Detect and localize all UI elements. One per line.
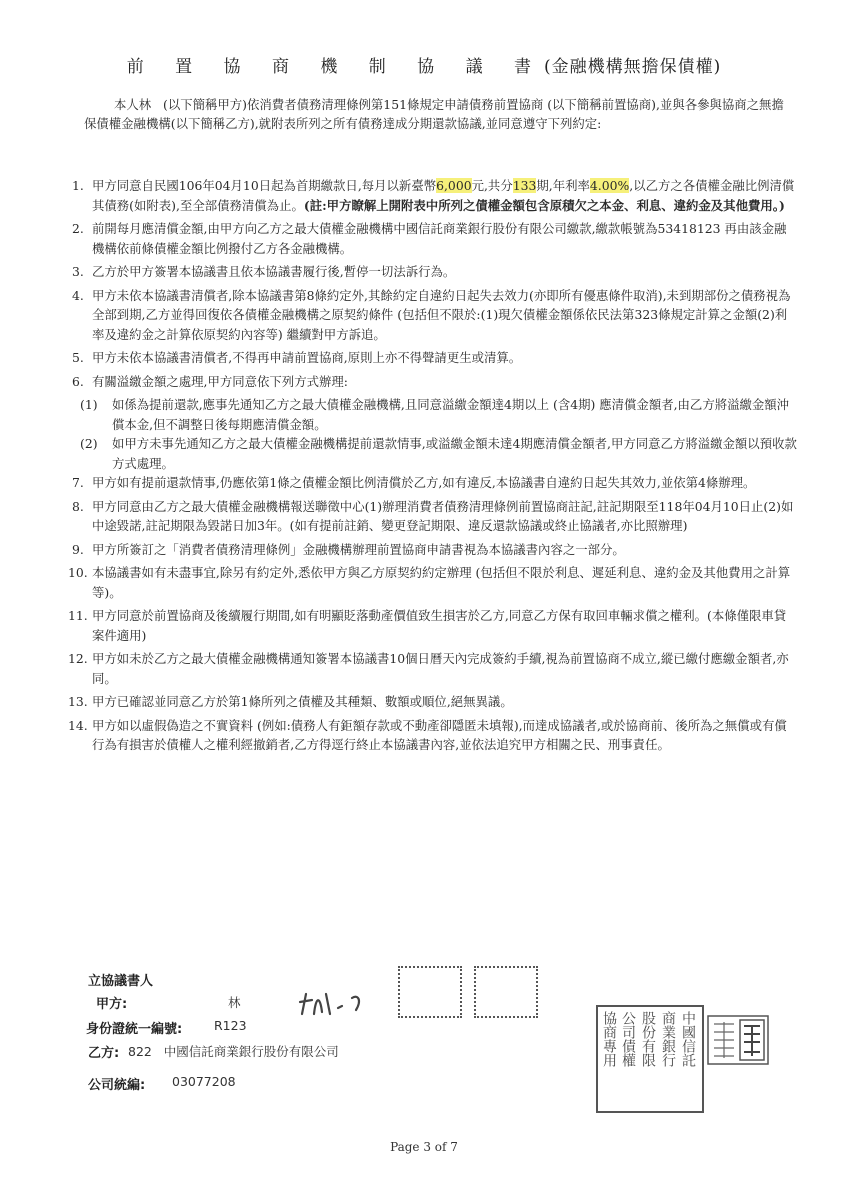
party-a-label: 甲方:	[96, 997, 128, 1012]
clause-text: 乙方於甲方簽署本協議書且依本協議書履行後,暫停一切法訴行為。	[92, 264, 456, 279]
clause-text: ,以乙方之各債權金融比例清償其債務(如附表),至全部債務清償為止。	[92, 178, 795, 213]
party-b-label: 乙方:	[88, 1046, 120, 1061]
highlighted-value: 133	[512, 178, 537, 193]
intro-party-name: 本人林	[114, 97, 152, 112]
clause-text: 甲方如有提前還款情事,仍應依第1條之債權金額比例清償於乙方,如有違反,本協議書自違約日起失其效力,並依第4條辦理。	[92, 475, 756, 490]
highlighted-value: 6,000	[436, 178, 472, 193]
company-id-value: 03077208	[172, 1074, 236, 1089]
clause-number: 6.	[72, 373, 84, 389]
company-id-label: 公司統編:	[88, 1078, 146, 1093]
seal-col-5: 協商專用	[601, 1011, 617, 1067]
clause-number: 10.	[68, 565, 88, 580]
clause-text: 甲方如以虛假偽造之不實資料 (例如:債務人有鉅額存款或不動產卻隱匿未填報),而達成協議者,或於協商前、後所為之無償或有償行為有損害於債權人之權利經撤銷者,乙方得逕行終止本協議書內容,並依法追究甲方相關之民、刑事責任。	[92, 717, 787, 752]
clause-text: 元,共分	[471, 178, 513, 193]
clause-text: (註:甲方瞭解上開附表中所列之債權金額包含原積欠之本金、利息、違約金及其他費用。)	[303, 197, 785, 213]
clause-number: 13.	[68, 694, 88, 709]
clause-text: 前開每月應清償金額,由甲方向乙方之最大債權金融機構中國信託商業銀行股份有限公司繳款,繳款帳號為53418123 再由該金融機構依前條債權金額比例撥付乙方各金融機構。	[92, 221, 787, 256]
sub-clause-number: (2)	[80, 436, 98, 451]
clause-text: 甲方如未於乙方之最大債權金融機構通知簽署本協議書10個日曆天內完成簽約手續,視為前置協商不成立,縱已繳付應繳金額者,亦同。	[92, 651, 789, 686]
clause-number: 3.	[72, 264, 84, 279]
fingerprint-box-1	[398, 966, 462, 1018]
clause-number: 5.	[72, 350, 84, 365]
clause-number: 11.	[68, 608, 88, 623]
clause-text: 期,年利率	[536, 178, 590, 193]
id-number-label: 身份證統一編號:	[86, 1022, 183, 1037]
party-b-name: 822 中國信託商業銀行股份有限公司	[128, 1044, 339, 1059]
clause-text: 甲方同意由乙方之最大債權金融機構報送聯徵中心(1)辦理消費者債務清理條例前置協商註記,註記期限至118年04月10日止(2)如中途毀諾,註記期限為毀諾日加3年。(如有提前註銷、變更登記期限、違反還款協議或終止協議者,亦比照辦理)	[92, 498, 794, 533]
seal-col-1: 中國信託	[680, 1011, 696, 1067]
handwritten-signature	[296, 984, 396, 1024]
clause-text: 甲方未依本協議書清償者,不得再申請前置協商,原則上亦不得聲請更生或清算。	[92, 350, 522, 365]
highlighted-value: 4.00%	[589, 178, 630, 193]
seal-col-4: 公司債權	[620, 1011, 636, 1067]
party-a-name: 林	[228, 995, 241, 1010]
clause-text: 甲方已確認並同意乙方於第1條所列之債權及其種類、數額或順位,絕無異議。	[92, 694, 513, 709]
clause-number: 14.	[68, 717, 88, 733]
clause-text: 甲方未依本協議書清償者,除本協議書第8條約定外,其餘約定自違約日起失去效力(亦即所有優惠條件取消),未到期部份之債務視為全部到期,乙方並得回復依各債權金融機構之原契約條件 (包括但不限於:(1)現欠債權金額係依民法第323條規定計算之金額(2)利率及違約金之計算依原契約內容等) 繼續對甲方訴追。	[92, 287, 791, 342]
clause-text: 甲方所簽訂之「消費者債務清理條例」金融機構辦理前置協商申請書視為本協議書內容之一部分。	[92, 541, 625, 557]
signatory-heading: 立協議書人	[88, 974, 154, 989]
title-subtitle: (金融機構無擔保債權)	[543, 57, 722, 77]
sub-clause-text: 如甲方未事先通知乙方之最大債權金融機構提前還款情事,或溢繳金額未達4期應清償金額者,甲方同意乙方將溢繳金額以預收款方式處理。	[112, 436, 797, 471]
clause-text: 甲方同意自民國106年04月10日起為首期繳款日,每月以新臺幣	[92, 178, 437, 193]
company-seal	[596, 1005, 704, 1113]
clause-number: 7.	[72, 475, 84, 490]
id-number-value: R123	[214, 1018, 247, 1033]
clause-number: 9.	[72, 541, 84, 557]
sub-clause-number: (1)	[80, 397, 98, 412]
intro-text: (以下簡稱甲方)依消費者債務清理條例第151條規定申請債務前置協商 (以下簡稱前置協商),並與各參與協商之無擔保債權金融機構(以下簡稱乙方),就附表所列之所有債務達成分期還款協議,並同意遵守下列約定:	[84, 97, 784, 131]
clause-number: 2.	[72, 221, 84, 236]
clause-number: 1.	[72, 178, 84, 193]
clause-number: 4.	[72, 287, 84, 303]
title-main: 前 置 協 商 機 制 協 議 書	[126, 57, 544, 77]
clause-text: 有關溢繳金額之處理,甲方同意依下列方式辦理:	[92, 373, 348, 389]
page-number: Page 3 of 7	[390, 1140, 458, 1154]
clause-number: 12.	[68, 651, 88, 666]
clause-text: 甲方同意於前置協商及後續履行期間,如有明顯貶落動產價值致生損害於乙方,同意乙方保有取回車輛求償之權利。(本條僅限車貸案件適用)	[92, 608, 787, 643]
seal-col-2: 商業銀行	[660, 1011, 676, 1067]
representative-seal	[706, 1012, 770, 1068]
clause-text: 本協議書如有未盡事宜,除另有約定外,悉依甲方與乙方原契約約定辦理 (包括但不限於利息、遲延利息、違約金及其他費用之計算等)。	[92, 565, 791, 600]
clause-number: 8.	[72, 498, 84, 514]
sub-clause-text: 如係為提前還款,應事先通知乙方之最大債權金融機構,且同意溢繳金額達4期以上 (含4期) 應清償金額者,由乙方將溢繳金額沖償本金,但不調整日後每期應清償金額。	[112, 397, 790, 432]
fingerprint-box-2	[474, 966, 538, 1018]
seal-col-3: 股份有限	[640, 1011, 656, 1067]
